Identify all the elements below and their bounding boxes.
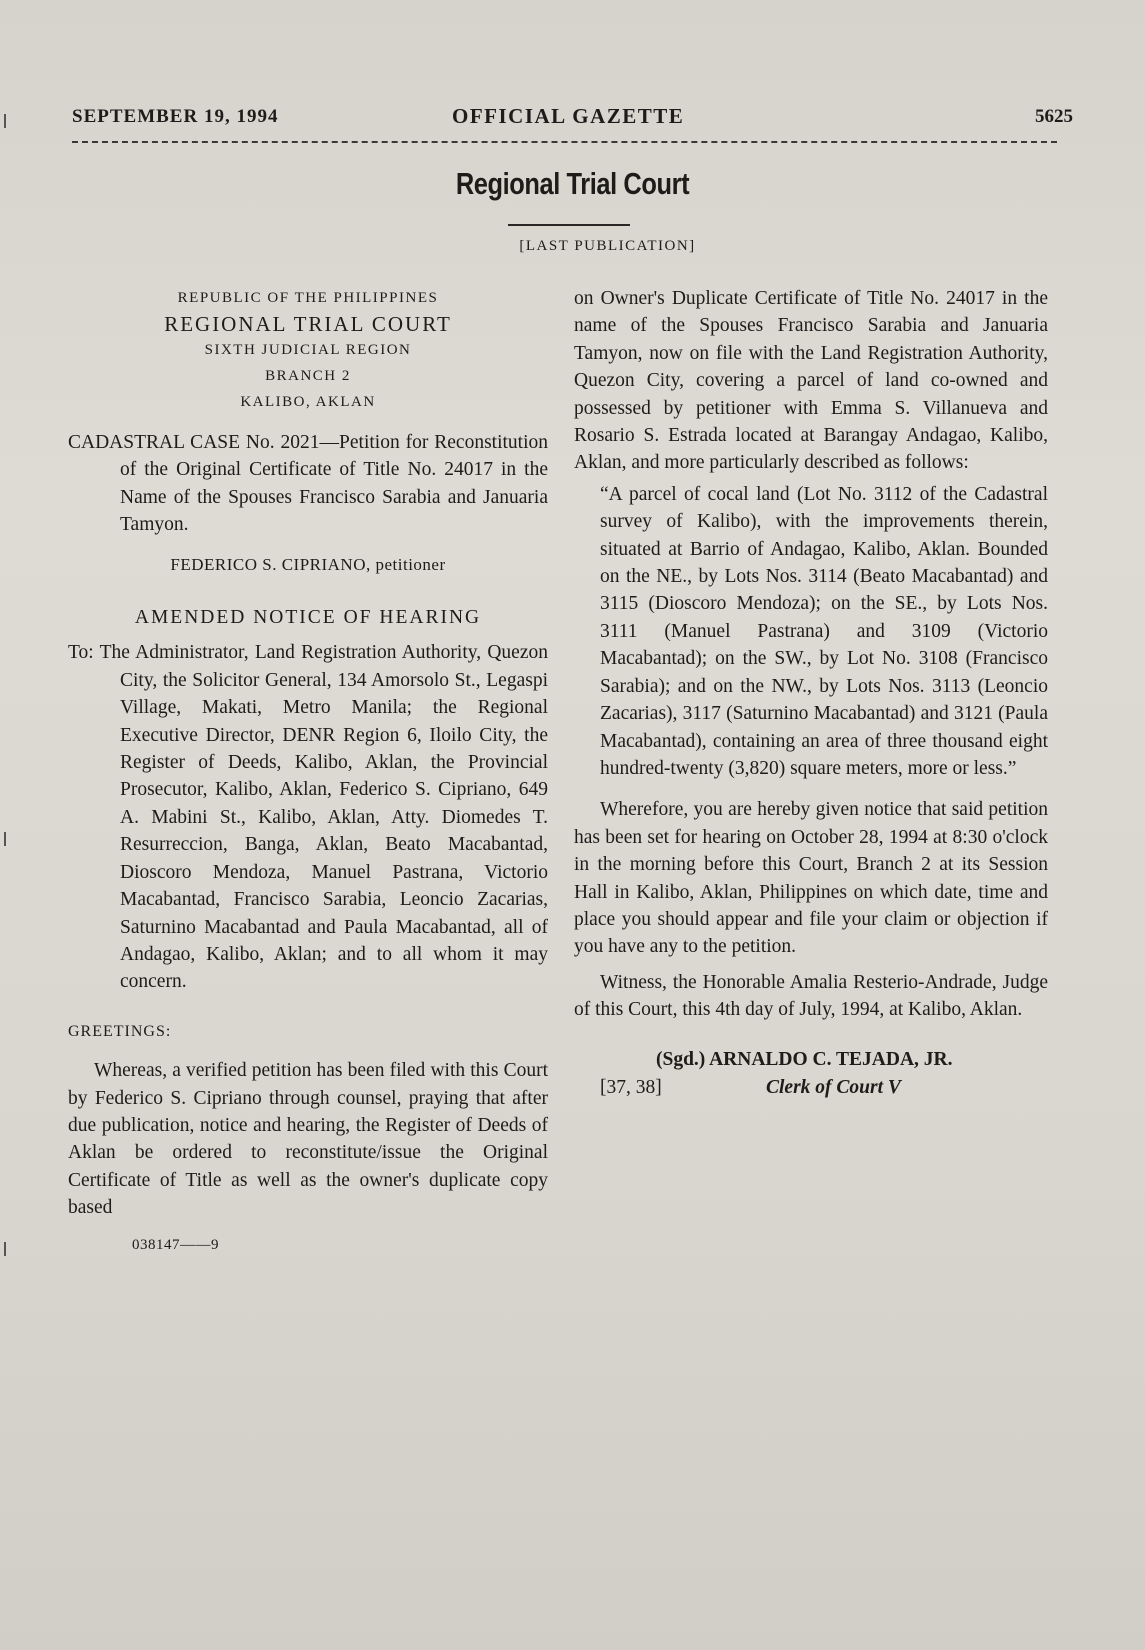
notice-title: AMENDED NOTICE OF HEARING [134, 607, 482, 629]
greetings-heading: GREETINGS: [68, 1022, 172, 1040]
court-location: KALIBO, AKLAN [240, 394, 376, 410]
publication-reference: [37, 38] [600, 1076, 662, 1098]
job-number: 038147——9 [132, 1236, 219, 1253]
section-title: Regional Trial Court [455, 166, 690, 201]
scan-edge-mark [4, 1242, 12, 1256]
witness-paragraph: Witness, the Honorable Amalia Resterio-Andrade, Judge of this Court, this 4th day of July, 1994, at Kalibo, Aklan. [574, 971, 1048, 1021]
judicial-region: SIXTH JUDICIAL REGION [204, 342, 412, 358]
page-header [72, 102, 1073, 134]
page-number: 5625 [1035, 106, 1073, 127]
hearing-notice-paragraph: Wherefore, you are hereby given notice that said petition has been set for hearing on October 28, 1994 at 8:30 o'clock in the morning before this Court, Branch 2 at its Session Hall in Kalibo, Aklan, Philippines on which date, time and place you should appear and file your claim or objection if you have any to the petition. [574, 799, 1048, 958]
publication-name: OFFICIAL GAZETTE [452, 104, 685, 128]
scan-edge-mark [4, 832, 12, 846]
petition-paragraph-cont: on Owner's Duplicate Certificate of Title No. 24017 in the name of the Spouses Francisco Sarabia and Januaria Tamyon, now on file with the Land Registration Authority, Quezon City, covering a parcel of land co-owned and possessed by petitioner with Emma S. Villanueva and Rosario S. Estrada located at Barangay Andagao, Kalibo, Aklan, and more particularly described as follows: [574, 288, 1048, 474]
court-name: REGIONAL TRIAL COURT [164, 312, 452, 336]
title-underline [508, 224, 630, 226]
petition-paragraph-start: Whereas, a verified petition has been filed with this Court by Federico S. Cipriano through counsel, praying that after due publication, notice and hearing, the Register of Deeds of Aklan be ordered to reconstitute/issue the Original Certificate of Title as well as the owner's duplicate copy based [68, 1060, 548, 1219]
publication-status: [LAST PUBLICATION] [519, 238, 696, 254]
right-column [574, 285, 1048, 1102]
branch-line: BRANCH 2 [265, 368, 351, 384]
republic-line: REPUBLIC OF THE PHILIPPINES [177, 290, 439, 306]
petitioner-line: FEDERICO S. CIPRIANO, petitioner [170, 554, 446, 574]
signature-block [574, 1046, 1048, 1102]
court-heading [68, 285, 548, 415]
issue-date: SEPTEMBER 19, 1994 [72, 106, 279, 127]
signature: (Sgd.) ARNALDO C. TEJADA, JR. [656, 1048, 953, 1070]
scan-edge-mark [4, 114, 12, 128]
header-divider [72, 141, 1057, 143]
left-column [68, 285, 548, 1259]
notice-addressees: To: The Administrator, Land Registration Authority, Quezon City, the Solicitor General, 134 Amorsolo St., Legaspi Village, Makati, Metro Manila; the Regional Executive Director, DENR Region 6, Iloilo City, the Register of Deeds, Kalibo, Aklan, the Provincial Prosecutor, Kalibo, Aklan, Federico S. Cipriano, 649 A. Mabini St., Kalibo, Aklan, Atty. Diomedes T. Resurreccion, Banga, Aklan, Beato Macabantad, Dioscoro Mendoza, Manuel Pastrana, Victorio Macabantad, Francisco Sarabia, Leoncio Zacarias, Saturnino Macabantad and Paula Macabantad, all of Andagao, Kalibo, Aklan; and to all whom it may concern. [68, 642, 548, 993]
signer-title: Clerk of Court V [766, 1076, 901, 1098]
land-description-quote: “A parcel of cocal land (Lot No. 3112 of the Cadastral survey of Kalibo), with the improvements therein, situated at Barrio of Andagao, Kalibo, Aklan. Bounded on the NE., by Lots Nos. 3114 (Beato Macabantad) and 3115 (Dioscoro Mendoza); on the SE., by Lots Nos. 3111 (Manuel Pastrana) and 3109 (Victorio Macabantad); on the SW., by Lot No. 3108 (Francisco Sarabia); and on the NW., by Lots Nos. 3113 (Leoncio Zacarias), 3117 (Saturnino Macabantad) and 3121 (Paula Macabantad), containing an area of three thousand eight hundred-twenty (3,820) square meters, more or less.” [600, 483, 1048, 779]
case-caption: CADASTRAL CASE No. 2021—Petition for Reconstitution of the Original Certificate of Title No. 24017 in the Name of the Spouses Francisco Sarabia and Januaria Tamyon. [68, 432, 548, 536]
